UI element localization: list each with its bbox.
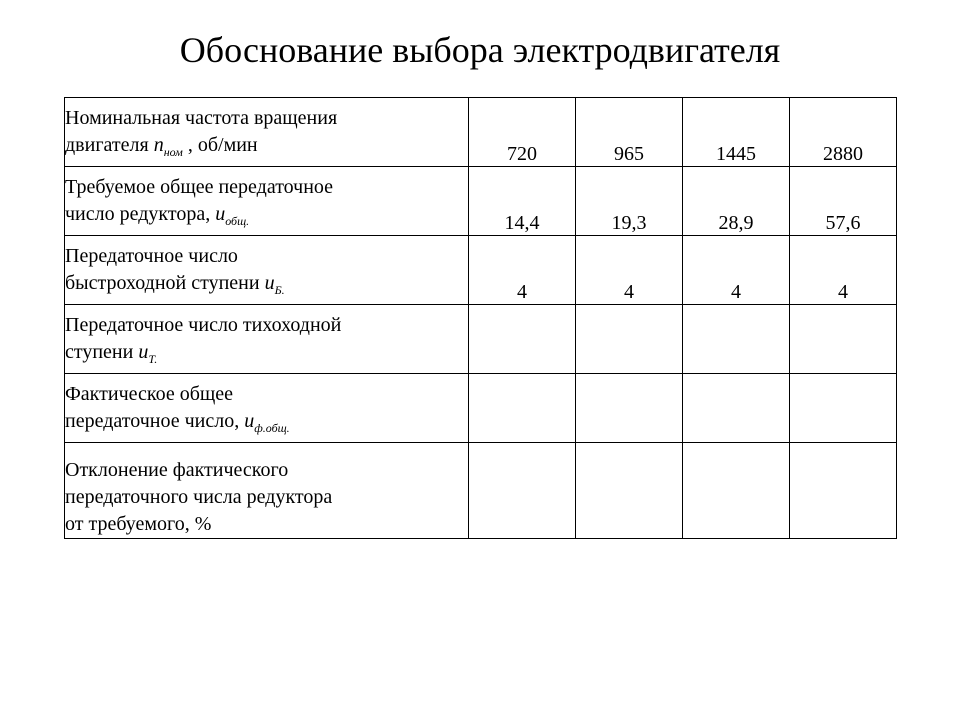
value-cell [790,443,897,539]
value-cell: 1445 [683,98,790,167]
value-cell [683,305,790,374]
row-label-line1: Передаточное число тихоходной [65,314,342,336]
page-title: Обоснование выбора электродвигателя [179,30,781,70]
table-row-nominal-speed [65,98,897,167]
symbol-subscript: Б. [274,283,285,297]
table-row-actual-ratio [65,374,897,443]
value-cell: 4 [576,236,683,305]
value-cell [683,374,790,443]
value-cell [790,374,897,443]
value-cell [469,305,576,374]
row-label [65,305,469,374]
value-cell [469,374,576,443]
value-cell: 28,9 [683,167,790,236]
row-label-text: передаточное число, [65,410,245,432]
row-label-unit: , об/мин [182,134,258,156]
value-cell: 57,6 [790,167,897,236]
row-label-text: число редуктора, [65,203,216,225]
value-cell [576,443,683,539]
row-label-line2 [65,270,468,304]
motor-selection-table [64,97,897,539]
row-label-text: быстроходной ступени [65,272,265,294]
value-cell [683,443,790,539]
symbol-u: u [244,410,255,432]
row-label-line2 [65,339,468,373]
row-label-line2 [65,201,468,235]
row-label-line1: Передаточное число [65,245,238,267]
symbol-subscript: ф.общ. [254,421,290,435]
row-label-line1: Номинальная частота вращения [65,107,338,129]
row-label-line2: передаточного числа редуктора [65,486,333,508]
row-label-line1: Отклонение фактического [65,459,289,481]
value-cell [790,305,897,374]
row-label-line3: от требуемого, % [65,513,212,535]
symbol-subscript: общ. [225,214,250,228]
row-label [65,443,469,539]
row-label-line2 [65,408,468,442]
value-cell [576,374,683,443]
row-label-text: двигателя [65,134,154,156]
symbol-u: u [215,203,226,225]
table-row-slow-stage-ratio [65,305,897,374]
symbol-subscript: ном [163,145,183,159]
row-label [65,374,469,443]
row-label-text: ступени [65,341,139,363]
value-cell [469,443,576,539]
value-cell: 2880 [790,98,897,167]
row-label-line1: Требуемое общее передаточное [65,176,334,198]
row-label [65,236,469,305]
value-cell: 4 [683,236,790,305]
value-cell: 720 [469,98,576,167]
value-cell: 965 [576,98,683,167]
value-cell: 4 [790,236,897,305]
value-cell [576,305,683,374]
table-row-deviation [65,443,897,539]
symbol-n: n [153,134,164,156]
row-label-line1: Фактическое общее [65,383,234,405]
symbol-u: u [264,272,275,294]
value-cell: 14,4 [469,167,576,236]
symbol-u: u [138,341,149,363]
table-row-fast-stage-ratio [65,236,897,305]
row-label [65,167,469,236]
row-label [65,98,469,167]
symbol-subscript: Т. [148,352,158,366]
table-row-required-ratio [65,167,897,236]
row-label-line2 [65,132,468,166]
value-cell: 19,3 [576,167,683,236]
value-cell: 4 [469,236,576,305]
